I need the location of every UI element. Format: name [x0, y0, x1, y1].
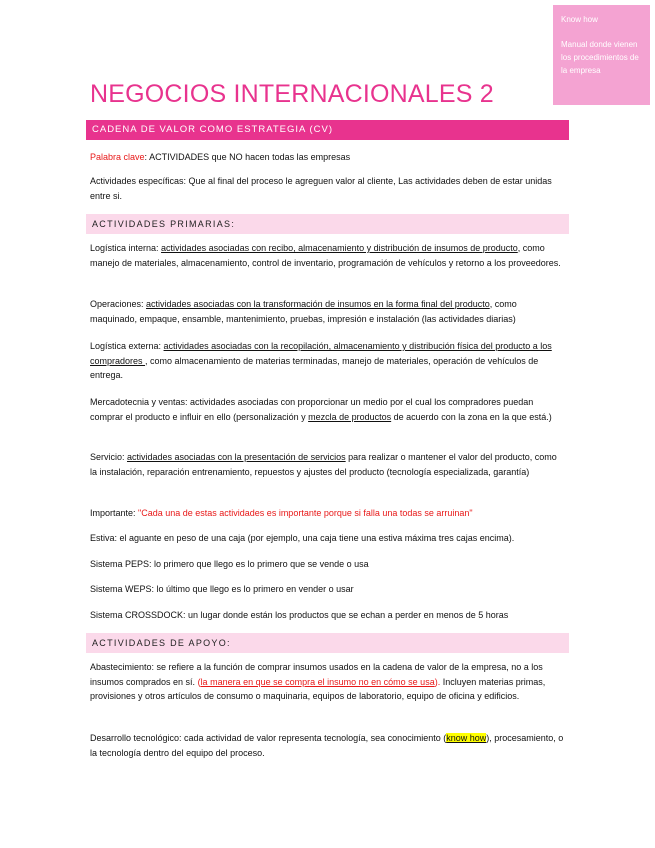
service-paragraph	[90, 450, 565, 479]
service-label: Servicio:	[90, 452, 128, 462]
keyword-colon: :	[144, 152, 148, 162]
operations-label: Operaciones:	[90, 299, 147, 309]
tech-highlight: know how	[446, 733, 487, 743]
important-quote: "Cada una de estas actividades es importante porque si falla una todas se arruinan"	[138, 508, 473, 518]
tech-paragraph	[90, 731, 565, 760]
sticky-note-body: Manual donde vienen los procedimientos de la empresa	[561, 40, 639, 75]
procurement-paragraph	[90, 660, 565, 704]
procurement-lead: Abastecimiento: se refiere a la función de comprar insumos usados en la cadena de valor de la empresa, no a los insumos comprados en sí.	[90, 662, 543, 687]
marketing-rest: de acuerdo con la zona en la que está.)	[391, 411, 552, 422]
tech-lead: Desarrollo tecnológico: cada actividad de valor representa tecnología, sea conocimiento (	[90, 733, 447, 743]
important-paragraph	[90, 506, 565, 521]
service-underlined: actividades asociadas con la presentación de servicios	[127, 452, 346, 462]
marketing-paragraph	[90, 395, 565, 424]
operations-underlined: actividades asociadas con la transformación de insumos en la forma final del producto	[146, 299, 490, 309]
procurement-red-close: ).	[434, 676, 441, 687]
service-rest: para realizar o mantener el valor del producto, como la instalación, reparación entrenamiento, repuestos y ajustes del producto (tecnología especializada, garantía)	[90, 452, 557, 477]
section-heading-cadena: CADENA DE VALOR COMO ESTRATEGIA (CV)	[86, 120, 569, 140]
marketing-underlined: mezcla de productos	[308, 411, 392, 422]
marketing-lead: Mercadotecnia y ventas: actividades asociadas con proporcionar un medio por el cual los compradores puedan comprar el producto e influir en ello (personalización y	[90, 397, 534, 422]
section-heading-primarias: ACTIVIDADES PRIMARIAS:	[86, 214, 569, 234]
operations-paragraph	[90, 297, 565, 326]
weps-paragraph: Sistema WEPS: lo último que llego es lo primero en vender o usar	[90, 584, 354, 594]
crossdock-paragraph: Sistema CROSSDOCK: un lugar donde están los productos que se echan a perder en menos de 5 horas	[90, 610, 509, 620]
operations-rest: , como maquinado, empaque, ensamble, mantenimiento, pruebas, impresión e instalación (las actividades diarias)	[90, 299, 517, 324]
outbound-underlined: actividades asociadas con la recopilación, almacenamiento y distribución física del producto a los compradores	[90, 341, 552, 366]
inbound-underlined: actividades asociadas con recibo, almacenamiento y distribución de insumos de producto	[161, 243, 518, 253]
keyword-paragraph	[90, 150, 565, 165]
tech-rest: ), procesamiento, o la tecnología dentro del equipo del proceso.	[90, 733, 564, 758]
sticky-note-title: Know how	[561, 15, 598, 24]
specific-paragraph: Actividades específicas: Que al final del proceso le agreguen valor al cliente, Las actividades deben de estar unidas entre si.	[90, 176, 552, 201]
important-label: Importante:	[90, 508, 139, 518]
keyword-label: Palabra clave	[90, 152, 145, 162]
peps-paragraph: Sistema PEPS: lo primero que llego es lo primero que se vende o usa	[90, 559, 369, 569]
keyword-text: ACTIVIDADES que NO hacen todas las empresas	[147, 152, 351, 162]
page-title: NEGOCIOS INTERNACIONALES 2	[90, 80, 494, 108]
sticky-note	[553, 5, 650, 105]
procurement-rest: Incluyen materias primas, provisiones y otros artículos de consumo o maquinaria, equipos de laboratorio, equipo de oficina y edificios.	[90, 676, 546, 702]
outbound-rest: , como almacenamiento de materias terminadas, manejo de materiales, operación de vehículos de entrega.	[90, 355, 539, 381]
inbound-rest: , como manejo de materiales, almacenamiento, control de inventario, programación de vehículos y retorno a los proveedores.	[90, 243, 561, 268]
outbound-logistics-paragraph	[90, 339, 565, 383]
outbound-label: Logística externa:	[90, 341, 164, 351]
estiva-paragraph: Estiva: el aguante en peso de una caja (por ejemplo, una caja tiene una estiva máxima tres cajas encima).	[90, 533, 515, 543]
procurement-red-underlined: la manera en que se compra el insumo no en cómo se usa	[200, 676, 435, 687]
inbound-label: Logística interna:	[90, 243, 162, 253]
inbound-logistics-paragraph	[90, 241, 565, 270]
section-heading-apoyo: ACTIVIDADES DE APOYO:	[86, 633, 569, 653]
procurement-red-open: (	[197, 676, 201, 687]
